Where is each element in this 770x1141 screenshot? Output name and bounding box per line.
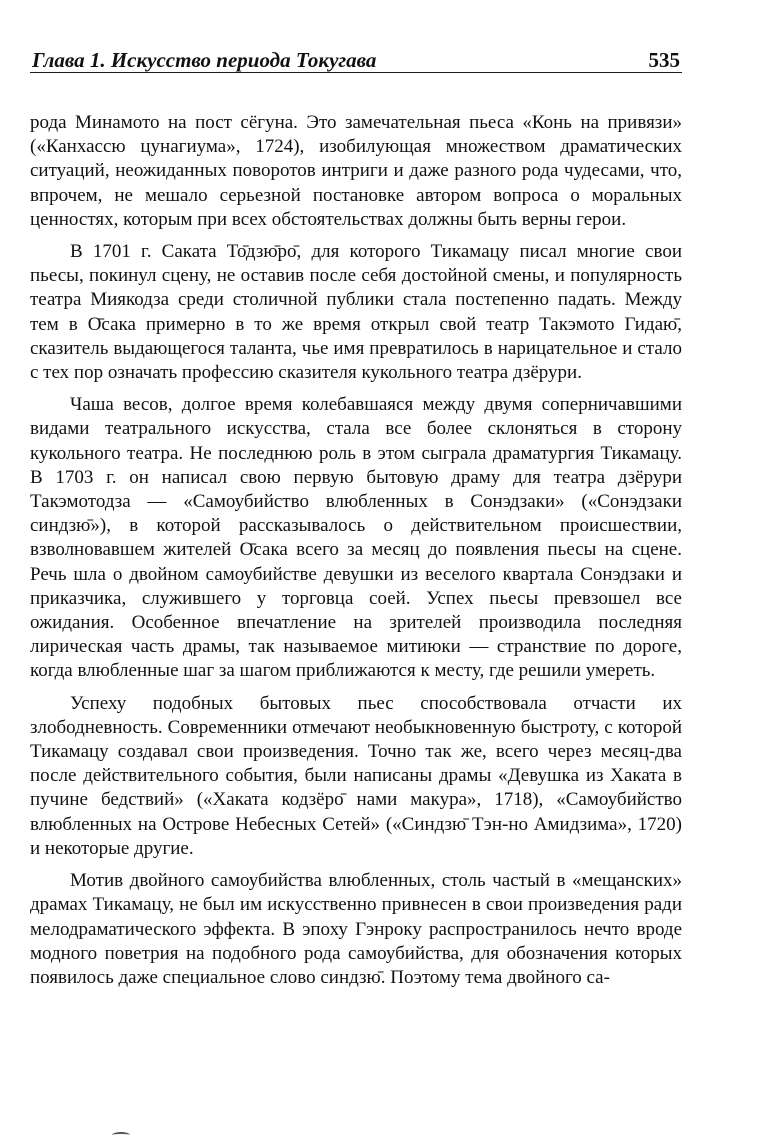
paragraph: Успеху подобных бытовых пьес способствовала отчасти их злободневность. Современники отмечают необыкновенную быстроту, с которой Тикамацу создавал свои произведения. Точно так же, всего через месяц-два после действительного события, были написаны драмы «Девушка из Хаката в пучине бедствий» («Хаката кодзёро̄ нами макура», 1718), «Самоубийство влюбленных на Острове Небесных Сетей» («Синдзю̄ Тэн-но Амидзима», 1720) и некоторые другие. bbox=[30, 692, 682, 859]
cropped-line-fragment bbox=[112, 1132, 130, 1138]
paragraph: Мотив двойного самоубийства влюбленных, столь частый в «мещанских» драмах Тикамацу, не был им искусственно привнесен в свои произведения ради мелодраматического эффекта. В эпоху Гэнроку распространилось нечто вроде модного поветрия на подобного рода самоубийства, для обозначения которых появилось даже специальное слово синдзю̄. Поэтому тема двойного са- bbox=[30, 870, 682, 988]
paragraph: В 1701 г. Саката То̄дзю̄ро̄, для которого Тикамацу писал многие свои пьесы, покинул сцену, не оставив после себя достойной смены, и популярность театра Миякодза среди столичной публики стала постепенно падать. Между тем в О̄сака примерно в то же время открыл свой театр Такэмото Гидаю̄, сказитель выдающегося таланта, чье имя превратилось в нарицательное и стало с тех пор означать профессию сказителя кукольного театра дзёрури. bbox=[30, 241, 682, 384]
running-header bbox=[30, 34, 682, 73]
chapter-title: Глава 1. Искусство периода Токугава bbox=[32, 48, 377, 72]
body-text bbox=[30, 111, 682, 990]
page-number: 535 bbox=[648, 48, 680, 72]
book-page bbox=[30, 34, 682, 990]
paragraph: Чаша весов, долгое время колебавшаяся между двумя соперничавшими видами театрального искусства, стала все более склоняться в сторону кукольного театра. Не последнюю роль в этом сыграла драматургия Тикамацу. В 1703 г. он написал свою первую бытовую драму для театра дзёрури Такэмотодза — «Самоубийство влюбленных в Сонэдзаки» («Сонэдзаки синдзю̄»), в которой рассказывалось о действительном происшествии, взволновавшем жителей О̄сака всего за месяц до появления пьесы на сцене. Речь шла о двойном самоубийстве девушки из веселого квартала Сонэдзаки и приказчика, служившего у торговца соей. Успех пьесы превзошел все ожидания. Особенное впечатление на зрителей производила последняя лирическая часть драмы, так называемое митиюки — странствие по дороге, когда влюбленные шаг за шагом приближаются к месту, где решили умереть. bbox=[30, 394, 682, 682]
paragraph: рода Минамото на пост сёгуна. Это замечательная пьеса «Конь на привязи» («Канхассю цунагиума», 1724), изобилующая множеством драматических ситуаций, неожиданных поворотов интриги и даже разного рода чудесами, что, впрочем, не мешало серьезной постановке автором вопроса о моральных ценностях, которым при всех обстоятельствах должны быть верны герои. bbox=[30, 112, 682, 230]
